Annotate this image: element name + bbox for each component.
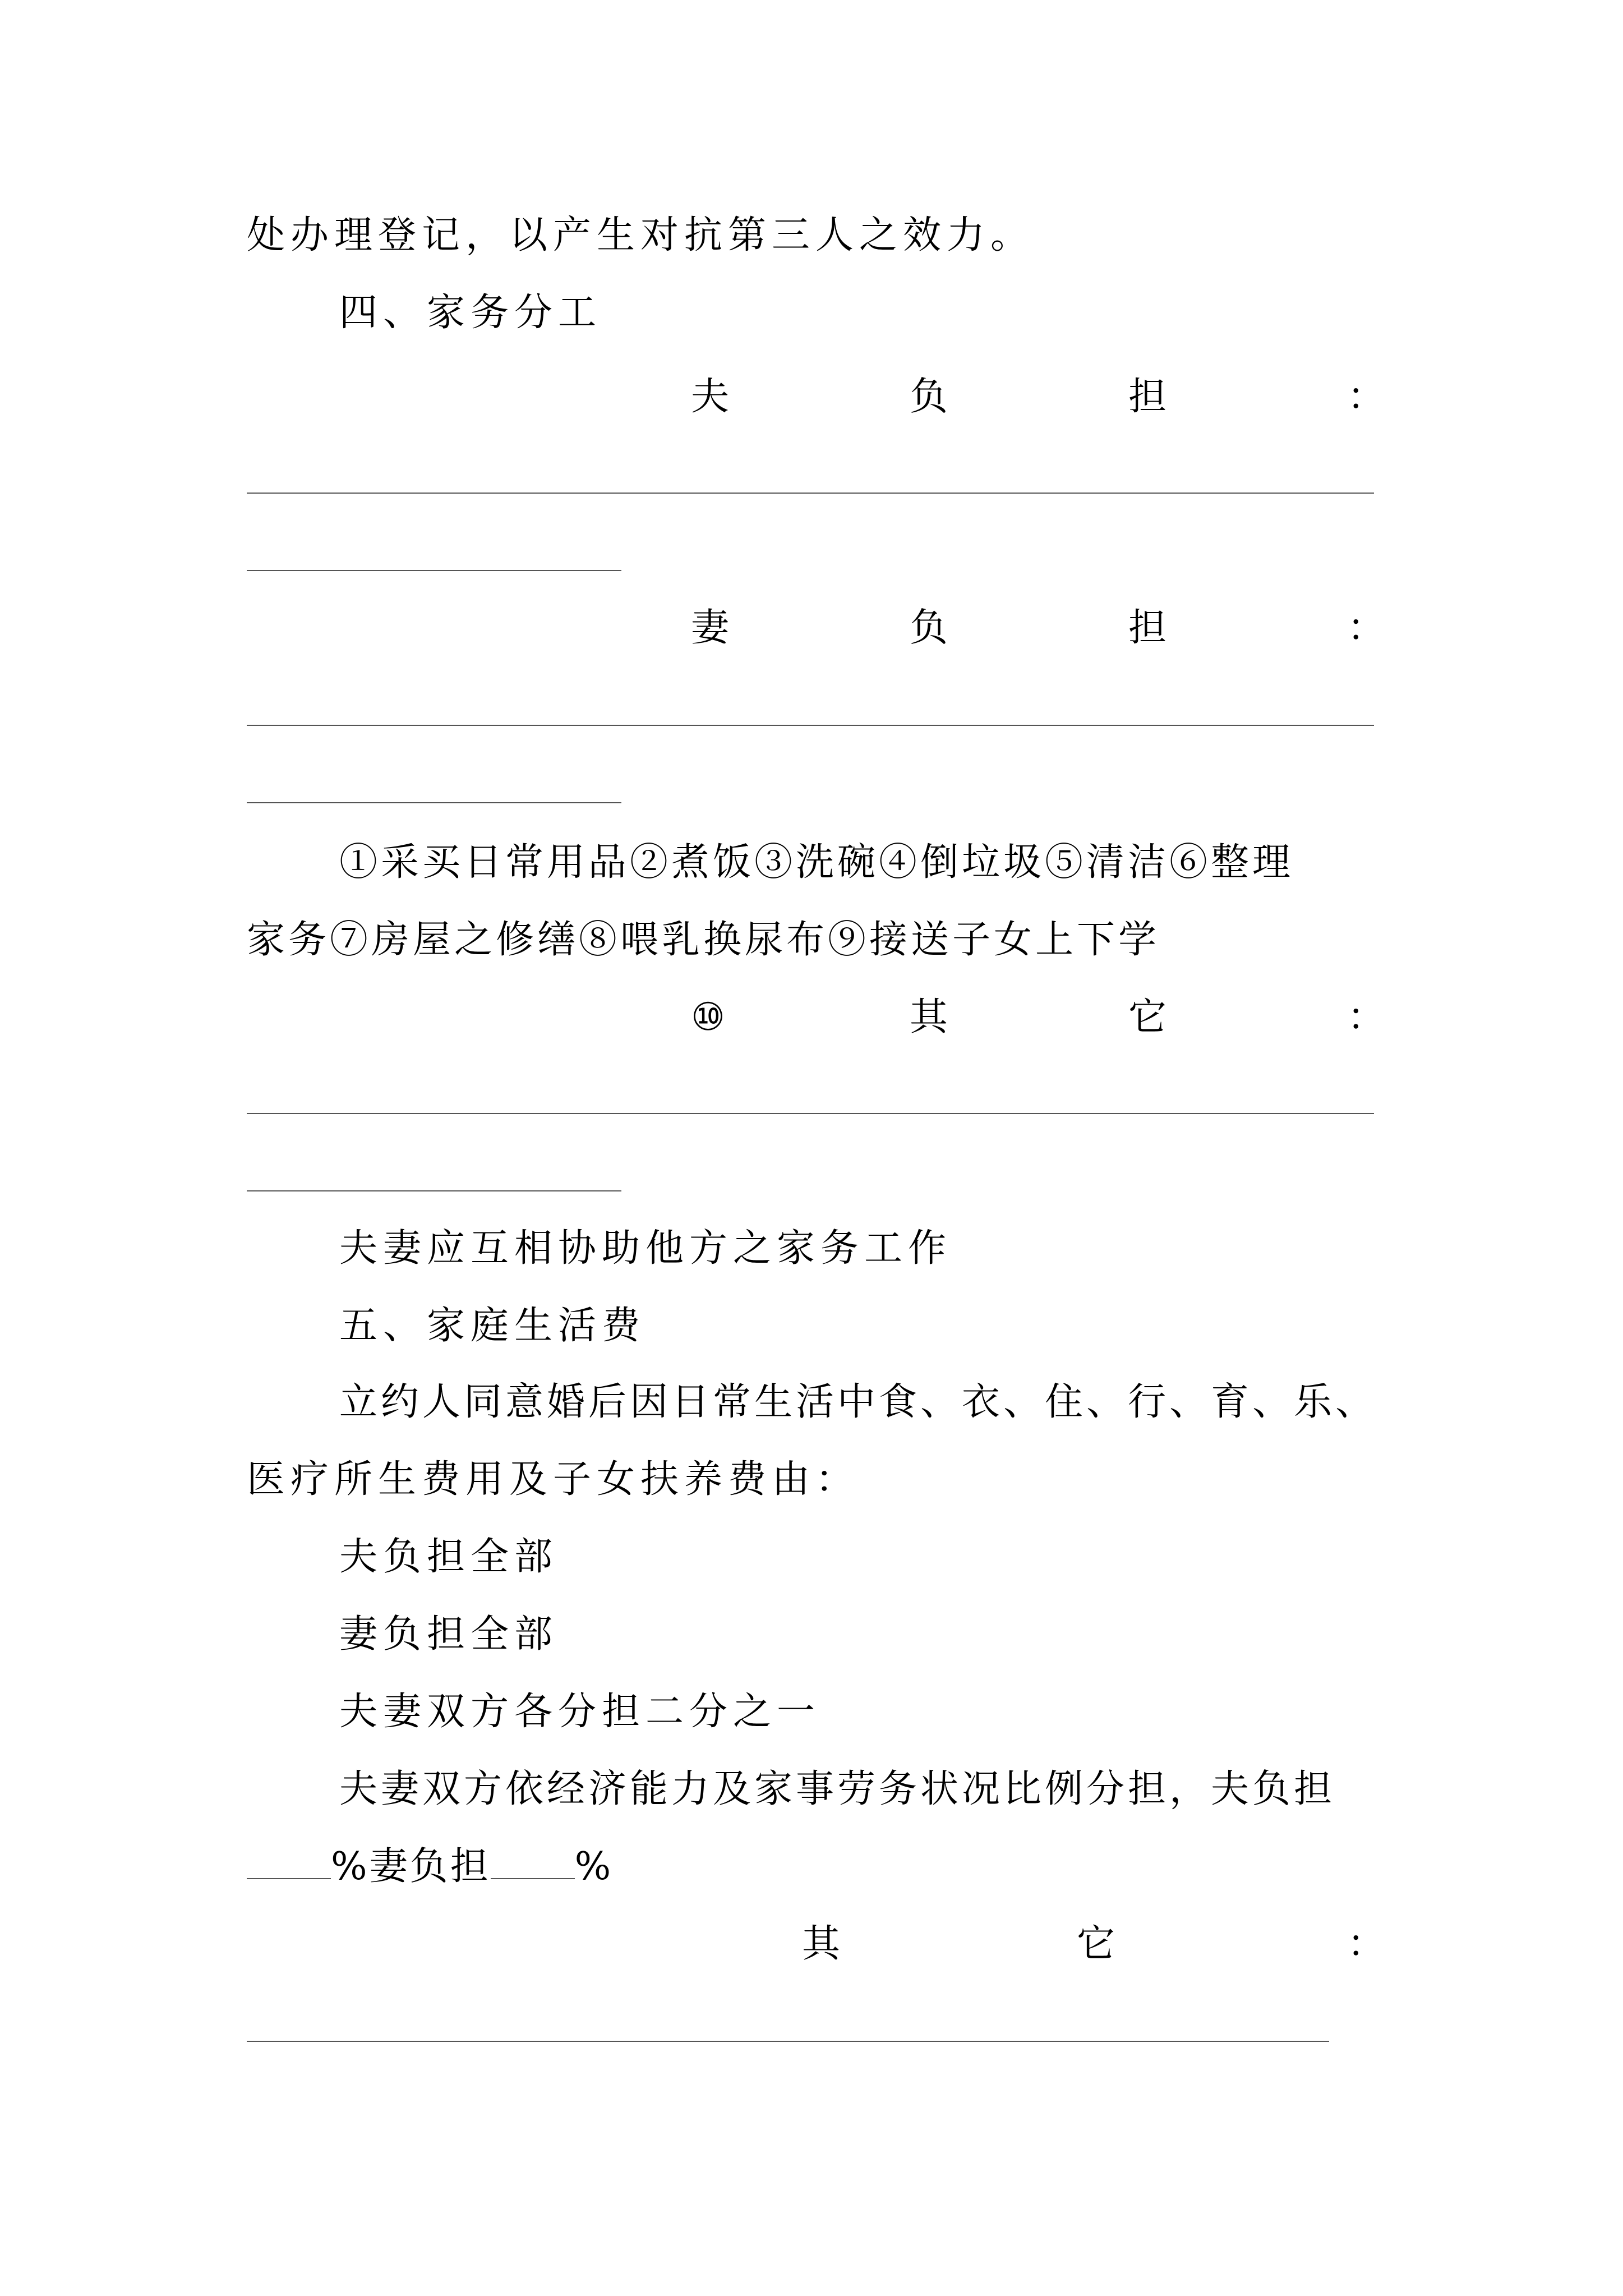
- wife-char: 妻: [691, 606, 730, 650]
- circled-ten: ⑩: [691, 995, 725, 1039]
- burden-char-1: 负: [910, 606, 948, 650]
- colon: ：: [1347, 606, 1386, 650]
- wife-share-label: %妻负担: [331, 1844, 491, 1889]
- section-heading-living-expenses: 五、家庭生活费: [339, 1304, 646, 1348]
- other-duties-blank-line-2[interactable]: [247, 1190, 621, 1191]
- expense-option-half-each: 夫妻双方各分担二分之一: [339, 1690, 821, 1734]
- section-heading-household-duties: 四、家务分工: [339, 291, 602, 335]
- wife-duties-blank-line-1[interactable]: [247, 725, 1374, 726]
- expense-option-husband-all: 夫负担全部: [339, 1535, 559, 1579]
- expense-option-wife-all: 妻负担全部: [339, 1612, 559, 1657]
- other-char-1: 其: [910, 995, 948, 1039]
- paragraph-registration-effect: 处办理登记，以产生对抗第三人之效力。: [247, 213, 1035, 257]
- colon: ：: [1347, 995, 1386, 1039]
- husband-percent-blank[interactable]: [247, 1844, 331, 1879]
- wife-duties-blank-line-2[interactable]: [247, 802, 621, 803]
- other-char-2: 它: [1128, 995, 1167, 1039]
- expenses-paragraph-line-2: 医疗所生费用及子女扶养费由：: [247, 1457, 860, 1502]
- wife-percent-blank[interactable]: [491, 1844, 575, 1879]
- other-expenses-blank-line[interactable]: [247, 2041, 1329, 2042]
- percent-sign: %: [574, 1844, 614, 1889]
- husband-duties-blank-line-1[interactable]: [247, 493, 1374, 494]
- burden-char-2: 担: [1128, 375, 1167, 419]
- expenses-paragraph-line-1: 立约人同意婚后因日常生活中食、衣、住、行、育、乐、: [339, 1380, 1377, 1424]
- proportional-share-line: [247, 1844, 613, 1889]
- burden-char-2: 担: [1128, 606, 1167, 650]
- husband-duties-blank-line-2[interactable]: [247, 570, 621, 571]
- other-char-1: 其: [802, 1922, 841, 1966]
- chores-list-line-1: ①采买日常用品②煮饭③洗碗④倒垃圾⑤清洁⑥整理: [339, 840, 1294, 885]
- colon: ：: [1347, 1922, 1386, 1966]
- husband-char: 夫: [691, 375, 730, 419]
- colon: ：: [1347, 375, 1386, 419]
- expense-option-proportional: 夫妻双方依经济能力及家事劳务状况比例分担，夫负担: [339, 1767, 1336, 1811]
- other-duties-blank-line-1[interactable]: [247, 1113, 1374, 1114]
- other-char-2: 它: [1077, 1922, 1115, 1966]
- chores-list-line-2: 家务⑦房屋之修缮⑧喂乳换尿布⑨接送子女上下学: [247, 918, 1160, 962]
- burden-char-1: 负: [910, 375, 948, 419]
- mutual-help-paragraph: 夫妻应互相协助他方之家务工作: [339, 1226, 952, 1271]
